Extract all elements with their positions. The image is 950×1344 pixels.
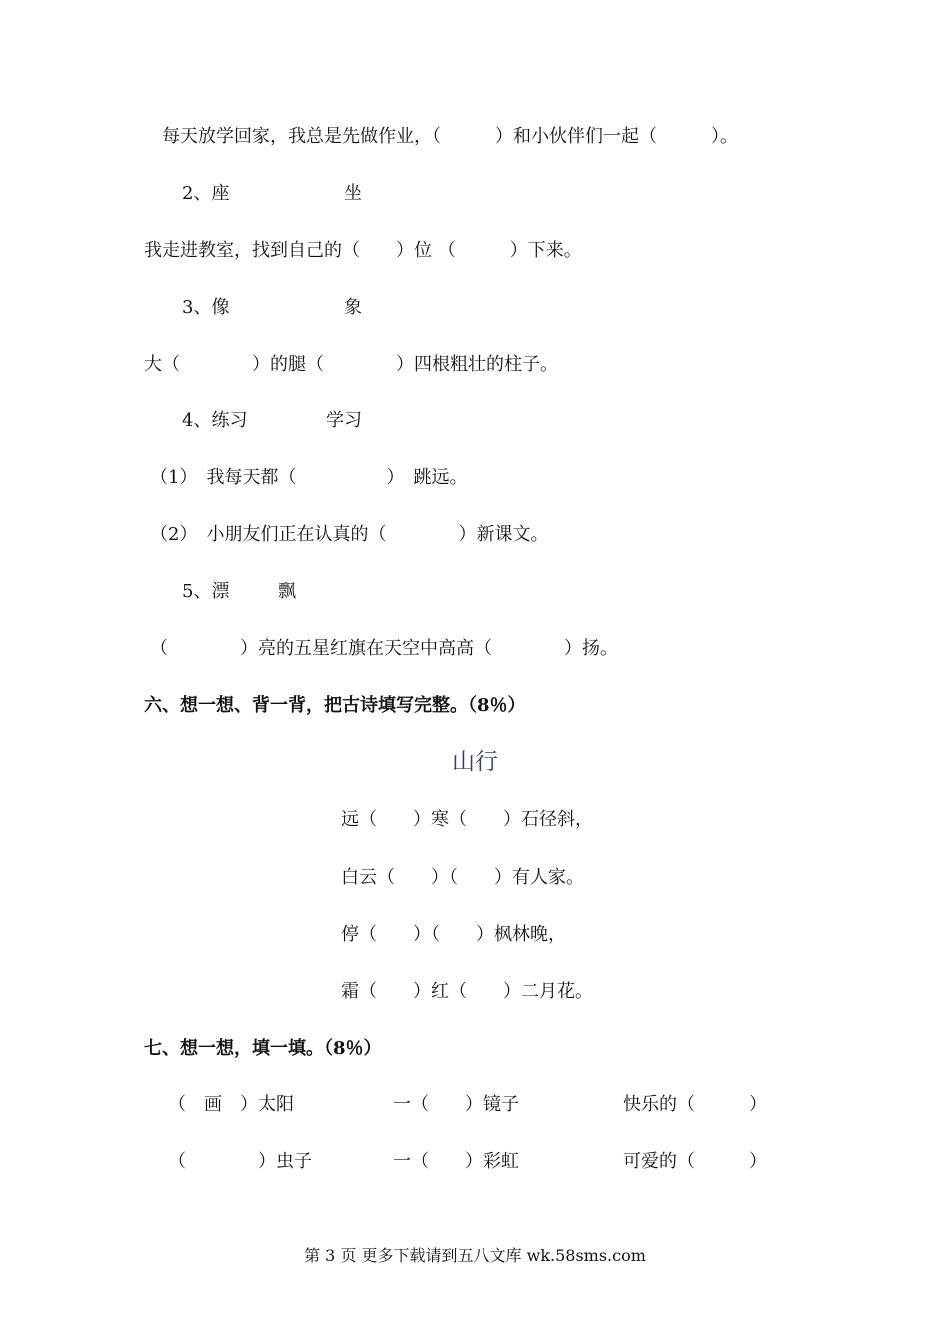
poem-line-3: 停（ ）（ ）枫林晚，: [341, 924, 566, 945]
q4-word-2: 学习: [326, 410, 362, 431]
poem-line-4: 霜（ ）红（ ）二月花。: [341, 981, 593, 1002]
fill-cell-r2-c2: 一（ ）彩虹: [393, 1151, 519, 1172]
page-footer: 第 3 页 更多下载请到五八文库 wk.58sms.com: [304, 1246, 646, 1265]
q3-word-1: 3、像: [182, 297, 230, 318]
fill-cell-r1-c1: （ 画 ）太阳: [168, 1094, 294, 1115]
q4-sentence-1: （1） 我每天都（ ） 跳远。: [150, 467, 468, 488]
q5-word-2: 飘: [278, 581, 296, 602]
section7-heading: 七、想一想，填一填。（8％）: [144, 1038, 382, 1059]
q5-sentence: （ ）亮的五星红旗在天空中高高（ ）扬。: [150, 638, 618, 659]
q4-word-1: 4、练习: [182, 410, 248, 431]
q1-sentence: 每天放学回家，我总是先做作业，（ ）和小伙伴们一起（ ）。: [162, 126, 738, 147]
poem-line-2: 白云（ ）（ ）有人家。: [341, 867, 584, 888]
q2-sentence: 我走进教室，找到自己的（ ）位 （ ）下来。: [144, 240, 582, 261]
section6-heading: 六、想一想、背一背，把古诗填写完整。（8％）: [144, 695, 526, 716]
poem-line-1: 远（ ）寒（ ）石径斜，: [341, 809, 593, 830]
q2-word-2: 坐: [344, 183, 362, 204]
q2-word-1: 2、座: [182, 183, 230, 204]
q3-word-2: 象: [344, 297, 362, 318]
fill-cell-r2-c1: （ ）虫子: [168, 1151, 312, 1172]
q3-sentence: 大（ ）的腿（ ）四根粗壮的柱子。: [144, 354, 558, 375]
poem-title: 山行: [452, 749, 498, 775]
q4-sentence-2: （2） 小朋友们正在认真的（ ）新课文。: [150, 524, 549, 545]
fill-cell-r1-c2: 一（ ）镜子: [393, 1094, 519, 1115]
q5-word-1: 5、漂: [182, 581, 230, 602]
fill-cell-r2-c3: 可爱的（ ）: [623, 1151, 767, 1172]
fill-cell-r1-c3: 快乐的（ ）: [623, 1094, 767, 1115]
